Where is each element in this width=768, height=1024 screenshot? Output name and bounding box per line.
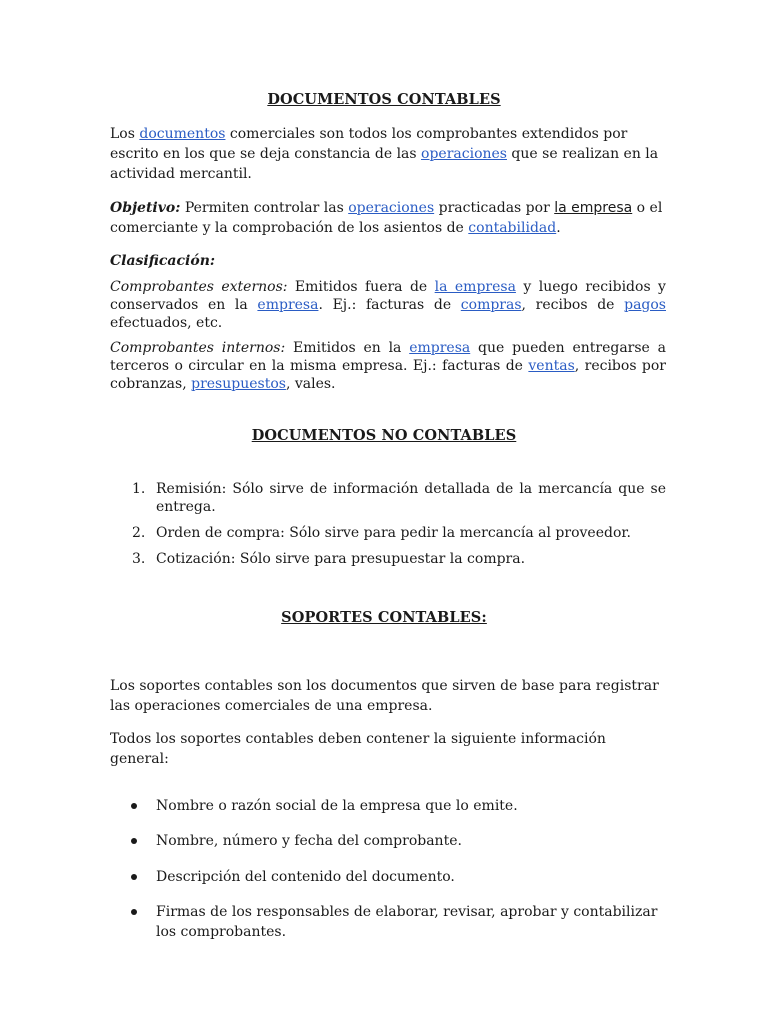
link-compras[interactable]: compras — [460, 297, 522, 313]
intro-text-1: Los — [110, 126, 140, 142]
list-number: 2. — [132, 525, 146, 541]
objetivo-text-1: Permiten controlar las — [180, 200, 349, 216]
list-item — [110, 550, 666, 568]
bullet-icon — [131, 909, 137, 915]
bullet-text: Firmas de los responsables de elaborar, revisar, aprobar y contabilizar los comprobantes. — [156, 904, 658, 940]
internos-text-4: , vales. — [285, 376, 336, 392]
bullet-icon — [131, 874, 137, 880]
clasificacion-label: Clasificación: — [110, 253, 216, 269]
list-item — [110, 524, 666, 542]
title-soportes-contables: SOPORTES CONTABLES: — [281, 609, 487, 626]
internos-text-2: que pueden entregarse a terceros o circular en la misma empresa. Ej.: facturas de — [110, 340, 666, 374]
internos-paragraph — [110, 339, 666, 393]
link-documentos[interactable]: documentos — [139, 126, 226, 142]
link-ventas[interactable]: ventas — [528, 358, 575, 374]
internos-text-3: , recibos por cobranzas, — [110, 358, 666, 392]
list-item-text: Orden de compra: Sólo sirve para pedir la mercancía al proveedor. — [156, 525, 631, 541]
soportes-paragraph-1: Los soportes contables son los documentos que sirven de base para registrar las operaciones comerciales de una empresa. — [110, 678, 659, 714]
bullet-icon — [131, 803, 137, 809]
intro-text-3: que se realizan en la actividad mercantil. — [110, 146, 659, 182]
bullet-icon — [131, 838, 137, 844]
externos-text-5: efectuados, etc. — [110, 315, 223, 331]
link-presupuestos[interactable]: presupuestos — [191, 376, 286, 392]
list-item — [110, 831, 666, 851]
list-item-text: Remisión: Sólo sirve de información detallada de la mercancía que se entrega. — [156, 481, 666, 515]
link-empresa-2[interactable]: empresa — [409, 340, 471, 356]
bullet-text: Nombre o razón social de la empresa que lo emite. — [156, 798, 518, 814]
internos-label: Comprobantes internos: — [110, 340, 286, 356]
list-item — [110, 867, 666, 887]
objetivo-paragraph — [110, 198, 666, 238]
bullet-text: Descripción del contenido del documento. — [156, 869, 455, 885]
title-documentos-no-contables: DOCUMENTOS NO CONTABLES — [251, 427, 517, 444]
externos-text-3: . Ej.: facturas de — [318, 297, 461, 313]
list-number: 1. — [132, 481, 146, 497]
internos-text-1: Emitidos en la — [285, 340, 410, 356]
objetivo-label: Objetivo: — [110, 200, 181, 216]
link-la-empresa-2[interactable]: la empresa — [434, 279, 516, 295]
bullet-text: Nombre, número y fecha del comprobante. — [156, 833, 462, 849]
list-item — [110, 902, 666, 942]
list-number: 3. — [132, 551, 146, 567]
title-documentos-contables: DOCUMENTOS CONTABLES — [267, 91, 501, 108]
list-item — [110, 796, 666, 816]
externos-text-1: Emitidos fuera de — [287, 279, 435, 295]
externos-text-2: y luego recibidos y conservados en la — [110, 279, 666, 313]
externos-text-4: , recibos de — [521, 297, 625, 313]
link-operaciones[interactable]: operaciones — [421, 146, 507, 162]
objetivo-text-3: o el comerciante y la comprobación de los asientos de — [110, 200, 663, 236]
list-item-text: Cotización: Sólo sirve para presupuestar la compra. — [156, 551, 526, 567]
link-empresa[interactable]: empresa — [257, 297, 319, 313]
list-item — [110, 480, 666, 516]
externos-label: Comprobantes externos: — [110, 279, 288, 295]
link-contabilidad[interactable]: contabilidad — [468, 220, 557, 236]
intro-text-2: comerciales son todos los comprobantes extendidos por escrito en los que se deja constancia de las — [110, 126, 628, 162]
intro-paragraph — [110, 124, 666, 184]
no-contables-list — [110, 480, 666, 568]
objetivo-text-2: practicadas por — [434, 200, 555, 216]
soportes-paragraph-2: Todos los soportes contables deben contener la siguiente información general: — [110, 731, 606, 767]
link-operaciones-2[interactable]: operaciones — [348, 200, 435, 216]
link-la-empresa[interactable]: la empresa — [554, 200, 633, 216]
link-pagos[interactable]: pagos — [624, 297, 666, 313]
externos-paragraph — [110, 278, 666, 332]
objetivo-text-4: . — [556, 220, 561, 236]
